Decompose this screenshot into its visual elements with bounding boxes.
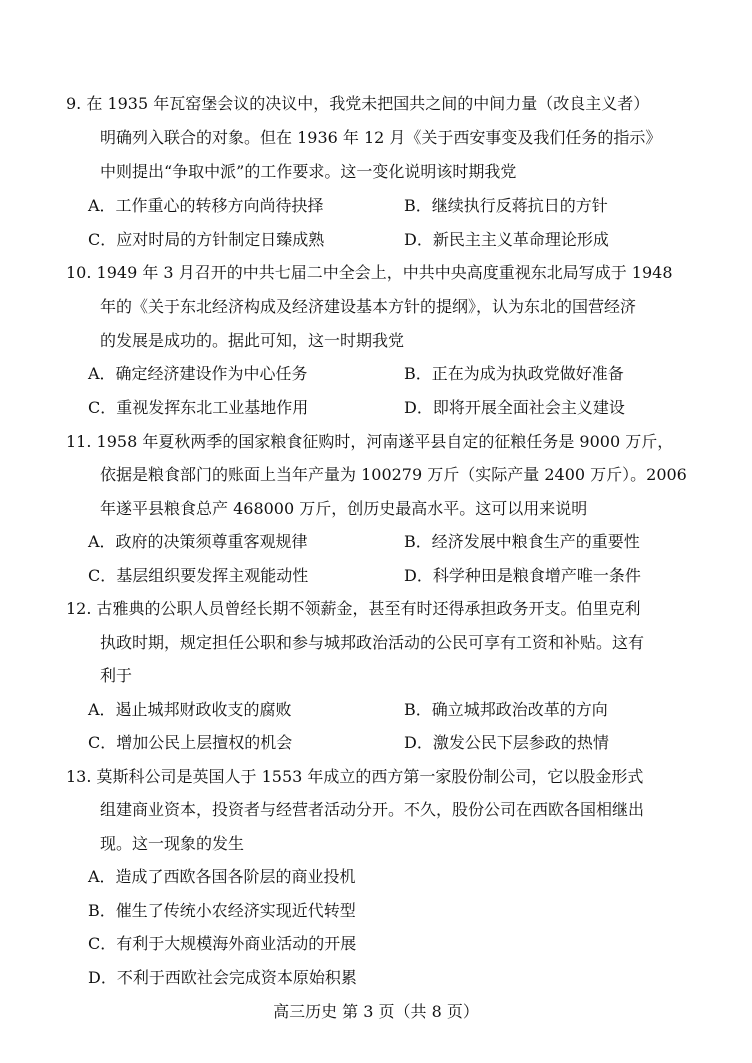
page-footer: 高三历史 第 3 页（共 8 页） — [273, 1002, 479, 1021]
q12-option-b: B．确立城邦政治改革的方向 — [404, 700, 608, 719]
q13-stem-line-3: 现。这一现象的发生 — [100, 834, 245, 853]
q13-option-a: A．造成了西欧各国各阶层的商业投机 — [88, 867, 356, 886]
q9-option-d: D．新民主主义革命理论形成 — [404, 230, 609, 249]
q9-option-b: B．继续执行反蒋抗日的方针 — [404, 196, 608, 215]
q12-option-d: D．激发公民下层参政的热情 — [404, 733, 609, 752]
q11-stem-line-2: 依据是粮食部门的账面上当年产量为 100279 万斤（实际产量 2400 万斤）。2006 — [100, 465, 687, 484]
q10-option-b: B．正在为成为执政党做好准备 — [404, 364, 624, 383]
q11-option-b: B．经济发展中粮食生产的重要性 — [404, 532, 640, 551]
q12-stem-line-2: 执政时期，规定担任公职和参与城邦政治活动的公民可享有工资和补贴。这有 — [100, 633, 645, 652]
q11-option-d: D．科学种田是粮食增产唯一条件 — [404, 566, 641, 585]
q13-option-d: D．不利于西欧社会完成资本原始积累 — [88, 968, 357, 987]
q9-stem-line-1: 9. 在 1935 年瓦窑堡会议的决议中，我党未把国共之间的中间力量（改良主义者） — [66, 94, 650, 113]
q12-option-c: C．增加公民上层擅权的机会 — [88, 733, 293, 752]
q10-option-d: D．即将开展全面社会主义建设 — [404, 398, 625, 417]
q9-option-a: A．工作重心的转移方向尚待抉择 — [88, 196, 324, 215]
q11-option-c: C．基层组织要发挥主观能动性 — [88, 566, 309, 585]
q11-stem-line-1: 11. 1958 年夏秋两季的国家粮食征购时，河南遂平县自定的征粮任务是 9000 万斤， — [66, 432, 674, 451]
q12-option-a: A．遏止城邦财政收支的腐败 — [88, 700, 292, 719]
q10-stem-line-3: 的发展是成功的。据此可知，这一时期我党 — [100, 331, 405, 350]
q11-stem-line-3: 年遂平县粮食总产 468000 万斤，创历史最高水平。这可以用来说明 — [100, 499, 588, 518]
q10-stem-line-1: 10. 1949 年 3 月召开的中共七届二中全会上，中共中央高度重视东北局写成于 1948 — [66, 263, 673, 282]
q11-option-a: A．政府的决策须尊重客观规律 — [88, 532, 308, 551]
q13-option-c: C．有利于大规模海外商业活动的开展 — [88, 934, 357, 953]
q9-stem-line-2: 明确列入联合的对象。但在 1936 年 12 月《关于西安事变及我们任务的指示》 — [100, 128, 662, 147]
q13-option-b: B．催生了传统小农经济实现近代转型 — [88, 901, 356, 920]
q10-option-c: C．重视发挥东北工业基地作用 — [88, 398, 309, 417]
q10-option-a: A．确定经济建设作为中心任务 — [88, 364, 308, 383]
q9-option-c: C．应对时局的方针制定日臻成熟 — [88, 230, 325, 249]
q13-stem-line-2: 组建商业资本，投资者与经营者活动分开。不久，股份公司在西欧各国相继出 — [100, 800, 645, 819]
q10-stem-line-2: 年的《关于东北经济构成及经济建设基本方针的提纲》，认为东北的国营经济 — [100, 297, 637, 316]
q12-stem-line-1: 12. 古雅典的公职人员曾经长期不领薪金，甚至有时还得承担政务开支。伯里克利 — [66, 599, 641, 618]
q13-stem-line-1: 13. 莫斯科公司是英国人于 1553 年成立的西方第一家股份制公司，它以股金形式 — [66, 767, 644, 786]
q12-stem-line-3: 利于 — [100, 666, 133, 685]
q9-stem-line-3: 中则提出“争取中派”的工作要求。这一变化说明该时期我党 — [100, 162, 517, 181]
